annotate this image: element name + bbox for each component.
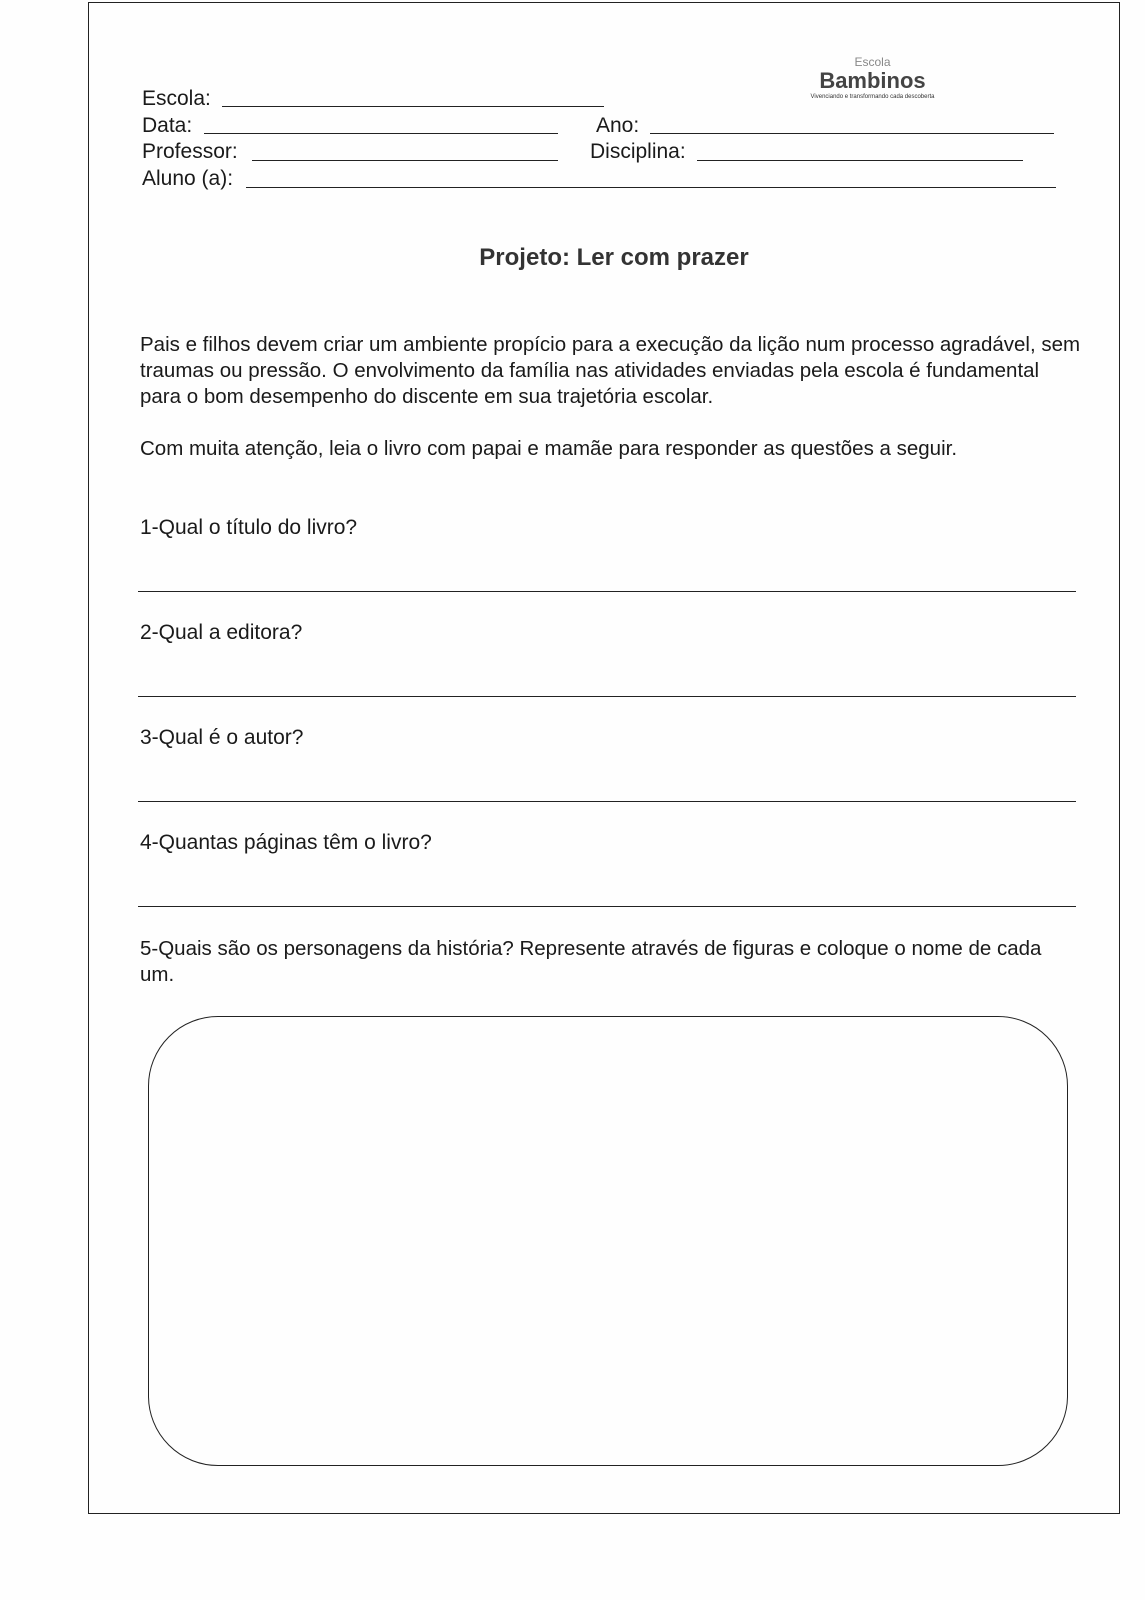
year-field[interactable] [650, 133, 1054, 134]
answer-1-line[interactable] [138, 591, 1076, 592]
school-logo [785, 56, 960, 101]
teacher-label: Professor: [142, 140, 238, 163]
intro-block [140, 332, 1085, 462]
date-field[interactable] [204, 133, 558, 134]
school-field[interactable] [222, 106, 604, 107]
answer-2-line[interactable] [138, 696, 1076, 697]
subject-field[interactable] [697, 160, 1023, 161]
question-1: 1-Qual o título do livro? [140, 516, 358, 539]
answer-3-line[interactable] [138, 801, 1076, 802]
answer-4-line[interactable] [138, 906, 1076, 907]
teacher-field[interactable] [252, 160, 558, 161]
question-2: 2-Qual a editora? [140, 621, 303, 644]
student-field[interactable] [246, 187, 1056, 188]
subject-label: Disciplina: [590, 140, 686, 163]
question-4: 4-Quantas páginas têm o livro? [140, 831, 432, 854]
student-label: Aluno (a): [142, 167, 234, 190]
instruction-text: Com muita atenção, leia o livro com papai e mamãe para responder as questões a seguir. [140, 437, 958, 460]
year-label: Ano: [596, 114, 640, 137]
question-3: 3-Qual é o autor? [140, 726, 304, 749]
page-title: Projeto: Ler com prazer [479, 244, 749, 271]
school-label: Escola: [142, 87, 211, 110]
intro-paragraph: Pais e filhos devem criar um ambiente propício para a execução da lição num processo agradável, sem traumas ou pressão. O envolvimento da família nas atividades enviadas pela escola é fundamental para o bom desempenho do discente em sua trajetória escolar. [140, 333, 1081, 408]
logo-tagline: Vivenciando e transformando cada descoberta [810, 94, 935, 100]
question-5: 5-Quais são os personagens da história? Represente através de figuras e coloque o nome de cada um. [140, 937, 1042, 986]
date-label: Data: [142, 114, 193, 137]
logo-small-text: Escola [854, 55, 891, 69]
logo-name: Bambinos [819, 68, 926, 93]
drawing-box[interactable] [148, 1016, 1068, 1466]
